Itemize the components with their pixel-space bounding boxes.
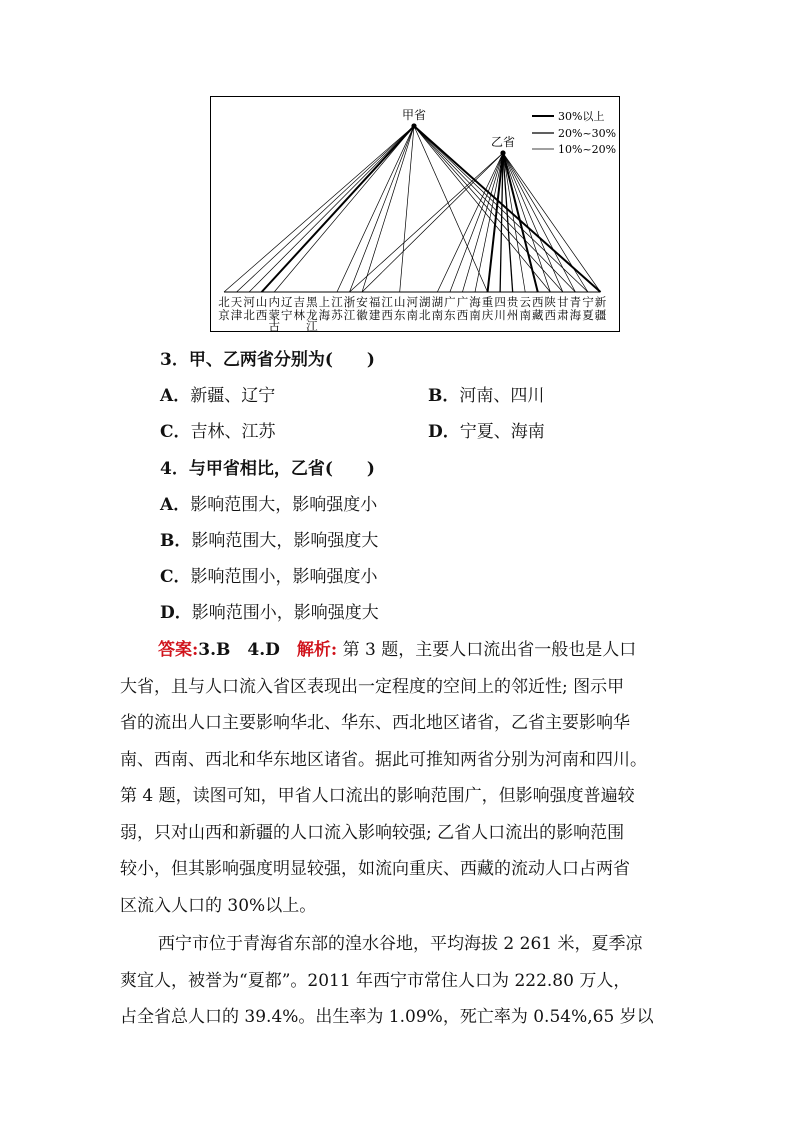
migration-diagram bbox=[210, 96, 620, 332]
passage-line: 爽宜人，被誉为“夏都”。2011 年西宁市常住人口为 222.80 万人， bbox=[120, 970, 631, 991]
option-letter: A． bbox=[160, 386, 191, 406]
region-label: 京 bbox=[218, 308, 230, 322]
question-3-close: ) bbox=[366, 350, 375, 370]
region-label: 宁 bbox=[281, 308, 293, 322]
answer-values: 3.B 4.D bbox=[198, 640, 280, 660]
q3-option-b bbox=[428, 386, 544, 406]
province-b-label: 乙省 bbox=[490, 135, 516, 149]
answer-explanation bbox=[120, 632, 680, 924]
region-label: 贵 bbox=[506, 295, 519, 309]
region-label: 西 bbox=[255, 308, 268, 322]
region-label: 建 bbox=[368, 308, 381, 322]
option-text: 吉林、江苏 bbox=[190, 422, 276, 442]
analysis-line: 南、西南、西北和华东地区诸省。据此可推知两省分别为河南和四川。 bbox=[120, 749, 647, 770]
region-label: 西 bbox=[381, 308, 393, 322]
question-4-text: 4．与甲省相比，乙省( bbox=[160, 459, 333, 479]
region-label: 云 bbox=[519, 295, 531, 309]
region-label: 海 bbox=[318, 308, 331, 322]
region-label: 广 bbox=[456, 295, 469, 309]
option-letter: D． bbox=[428, 422, 460, 442]
region-label: 四 bbox=[494, 295, 506, 309]
region-label: 新 bbox=[594, 295, 607, 309]
legend-label: 10%~20% bbox=[558, 143, 617, 156]
option-letter: C． bbox=[160, 422, 191, 442]
region-label: 龙 bbox=[306, 308, 318, 322]
region-label: 北 bbox=[218, 295, 230, 309]
region-label: 江 bbox=[306, 319, 318, 332]
region-label: 夏 bbox=[582, 308, 594, 322]
region-label: 陕 bbox=[544, 295, 557, 309]
option-text: 影响范围小，影响强度小 bbox=[190, 567, 378, 587]
region-label: 津 bbox=[230, 308, 243, 322]
region-label: 黑 bbox=[306, 295, 318, 309]
answer-label: 答案: bbox=[158, 640, 199, 660]
analysis-line: 区流入人口的 30%以上。 bbox=[120, 895, 317, 916]
q3-option-c bbox=[160, 422, 276, 442]
question-3-stem bbox=[160, 350, 375, 370]
option-letter: D． bbox=[160, 603, 192, 623]
region-label: 辽 bbox=[281, 295, 293, 309]
region-label: 蒙 bbox=[268, 308, 280, 322]
region-label: 东 bbox=[444, 308, 456, 322]
region-label: 江 bbox=[331, 295, 343, 309]
region-label: 湖 bbox=[419, 295, 431, 309]
q4-option-d bbox=[160, 603, 379, 623]
region-label: 肃 bbox=[557, 308, 569, 322]
province-a-label: 甲省 bbox=[401, 108, 427, 122]
region-label: 古 bbox=[268, 319, 280, 332]
analysis-text: 第 3 题，主要人口流出省一般也是人口 bbox=[342, 640, 637, 660]
province-b-node bbox=[500, 150, 505, 155]
region-label: 海 bbox=[569, 308, 582, 322]
legend-label: 20%~30% bbox=[558, 127, 617, 140]
q4-option-a bbox=[160, 495, 377, 515]
region-label: 河 bbox=[406, 295, 418, 309]
option-text: 河南、四川 bbox=[459, 386, 545, 406]
xining-passage bbox=[120, 926, 680, 1036]
region-label: 徽 bbox=[356, 308, 368, 322]
question-3-text: 3．甲、乙两省分别为( bbox=[160, 350, 333, 370]
region-label: 江 bbox=[381, 295, 393, 309]
region-label: 林 bbox=[293, 308, 306, 322]
region-label: 宁 bbox=[582, 295, 594, 309]
region-label: 河 bbox=[243, 295, 255, 309]
q4-option-c bbox=[160, 567, 378, 587]
region-label: 广 bbox=[444, 295, 456, 309]
q3-option-a bbox=[160, 386, 275, 406]
region-label: 州 bbox=[506, 308, 519, 322]
analysis-line: 弱，只对山西和新疆的人口流入影响较强; 乙省人口流出的影响范围 bbox=[120, 822, 625, 843]
region-label: 苏 bbox=[331, 308, 343, 322]
analysis-line: 大省，且与人口流入省区表现出一定程度的空间上的邻近性; 图示甲 bbox=[120, 676, 625, 697]
region-label: 藏 bbox=[532, 308, 544, 322]
option-letter: B． bbox=[428, 386, 460, 406]
legend bbox=[532, 109, 616, 156]
option-text: 新疆、辽宁 bbox=[190, 386, 276, 406]
region-label: 海 bbox=[469, 295, 481, 309]
answer-line bbox=[120, 632, 680, 669]
region-label: 西 bbox=[544, 308, 557, 322]
region-label: 北 bbox=[243, 308, 255, 322]
region-label: 湖 bbox=[431, 295, 444, 309]
region-label: 南 bbox=[406, 308, 418, 322]
option-letter: A． bbox=[160, 495, 191, 515]
q4-option-b bbox=[160, 531, 378, 551]
region-label: 吉 bbox=[293, 295, 306, 309]
region-label: 江 bbox=[343, 308, 356, 322]
region-label: 北 bbox=[419, 308, 431, 322]
option-text: 影响范围大，影响强度小 bbox=[190, 495, 378, 515]
option-letter: C． bbox=[160, 567, 191, 587]
analysis-line: 省的流出人口主要影响华北、华东、西北地区诸省，乙省主要影响华 bbox=[120, 713, 630, 733]
legend-label: 30%以上 bbox=[558, 110, 605, 123]
analysis-label: 解析: bbox=[296, 640, 338, 660]
option-letter: B． bbox=[160, 531, 192, 551]
region-label: 东 bbox=[393, 308, 406, 322]
question-4-stem bbox=[160, 459, 375, 479]
question-4-close: ) bbox=[366, 459, 375, 479]
region-label: 西 bbox=[532, 295, 544, 309]
region-label: 浙 bbox=[343, 295, 356, 309]
option-text: 影响范围大，影响强度大 bbox=[191, 531, 379, 551]
option-text: 宁夏、海南 bbox=[459, 422, 545, 442]
region-label: 山 bbox=[255, 295, 268, 309]
region-label: 重 bbox=[481, 295, 494, 309]
option-text: 影响范围小，影响强度大 bbox=[191, 603, 379, 623]
passage-line: 西宁市位于青海省东部的湟水谷地，平均海拔 2 261 米，夏季凉 bbox=[158, 934, 643, 954]
q3-option-d bbox=[428, 422, 545, 442]
region-label: 福 bbox=[368, 295, 381, 309]
region-label: 甘 bbox=[557, 295, 569, 309]
region-label: 南 bbox=[519, 308, 531, 322]
region-label: 青 bbox=[569, 295, 582, 309]
region-label: 山 bbox=[393, 295, 406, 309]
region-label: 西 bbox=[456, 308, 469, 322]
region-label: 上 bbox=[318, 295, 331, 309]
migration-figure bbox=[210, 96, 620, 332]
region-label: 天 bbox=[230, 295, 243, 309]
region-label: 安 bbox=[356, 295, 368, 309]
region-label: 南 bbox=[469, 308, 481, 322]
region-label: 内 bbox=[268, 295, 280, 309]
passage-line: 占全省总人口的 39.4%。出生率为 1.09%，死亡率为 0.54%,65 岁以 bbox=[120, 1007, 654, 1027]
province-a-node bbox=[411, 123, 416, 128]
region-label: 川 bbox=[494, 308, 506, 322]
region-label: 疆 bbox=[594, 308, 607, 322]
analysis-line: 第 4 题，读图可知，甲省人口流出的影响范围广，但影响强度普遍较 bbox=[120, 786, 635, 806]
analysis-line: 较小，但其影响强度明显较强，如流向重庆、西藏的流动人口占两省 bbox=[120, 859, 630, 879]
region-label: 庆 bbox=[481, 308, 494, 322]
region-label: 南 bbox=[431, 308, 444, 322]
